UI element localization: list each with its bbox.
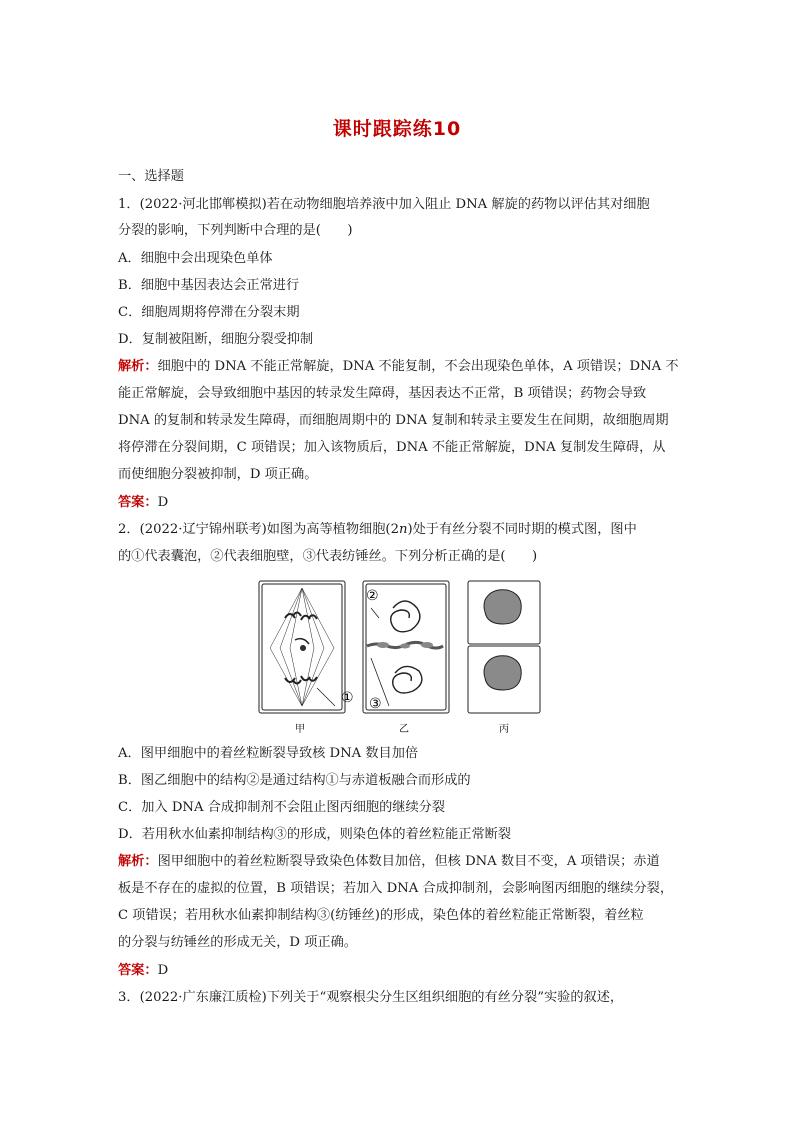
q2-answer-label: 答案：: [118, 963, 158, 978]
label-yi: 乙: [399, 724, 409, 735]
marker-3: ③: [369, 696, 382, 712]
q2-analysis-label: 解析：: [118, 854, 158, 869]
mitosis-figure: [255, 578, 545, 738]
page-title: 课时跟踪练10: [332, 118, 462, 140]
q1-option-a: A．细胞中会出现染色单体: [118, 251, 273, 266]
q2-stem-line1: 2．(2022·辽宁锦州联考)如图为高等植物细胞(2n)处于有丝分裂不同时期的模式图，图中: [118, 522, 637, 537]
q1-analysis-line4: 将停滞在分裂间期，C 项错误；加入该物质后，DNA 不能正常解旋，DNA 复制发生障碍，从: [118, 440, 666, 455]
q2-answer: 答案：D: [118, 963, 169, 978]
label-jia: 甲: [295, 724, 305, 735]
marker-2: ②: [366, 588, 379, 604]
q2-analysis-line4: 的分裂与纺锤丝的形成无关，D 项正确。: [118, 935, 357, 950]
q1-analysis-line1: 解析：细胞中的 DNA 不能正常解旋，DNA 不能复制，不会出现染色单体，A 项错误；DNA 不: [118, 359, 679, 374]
q1-stem-line1: 1．(2022·河北邯郸模拟)若在动物细胞培养液中加入阻止 DNA 解旋的药物以评估其对细胞: [118, 197, 650, 212]
q1-analysis-line5: 而使细胞分裂被抑制，D 项正确。: [118, 467, 318, 482]
cell-jia: [259, 581, 345, 713]
q2-analysis-line2: 板是不存在的虚拟的位置，B 项错误；若加入 DNA 合成抑制剂，会影响图丙细胞的继续分裂，: [118, 881, 674, 896]
mitosis-diagram: [255, 578, 545, 738]
q1-option-c: C．细胞周期将停滞在分裂末期: [118, 305, 300, 320]
q1-analysis-line2: 能正常解旋，会导致细胞中基因的转录发生障碍，基因表达不正常，B 项错误；药物会导致: [118, 386, 647, 401]
marker-1: ①: [341, 690, 354, 706]
q1-answer-label: 答案：: [118, 495, 158, 510]
q2-stem-line2: 的①代表囊泡，②代表细胞壁，③代表纺锤丝。下列分析正确的是( ): [118, 549, 538, 564]
q1-analysis-line3: DNA 的复制和转录发生障碍，而细胞周期中的 DNA 复制和转录主要发生在间期，故细胞周期: [118, 413, 669, 428]
q2-option-a: A．图甲细胞中的着丝粒断裂导致核 DNA 数目加倍: [118, 746, 419, 761]
cell-bing: [468, 581, 540, 713]
q2-analysis-line1: 解析：图甲细胞中的着丝粒断裂导致染色体数目加倍，但核 DNA 数目不变，A 项错误；赤道: [118, 854, 660, 869]
q2-option-c: C．加入 DNA 合成抑制剂不会阻止图丙细胞的继续分裂: [118, 800, 446, 815]
label-bing: 丙: [499, 724, 509, 735]
q1-option-b: B．细胞中基因表达会正常进行: [118, 278, 300, 293]
q3-stem-line1: 3．(2022·广东廉江质检)下列关于“观察根尖分生区组织细胞的有丝分裂”实验的叙述，: [118, 990, 624, 1005]
q1-option-d: D．复制被阻断，细胞分裂受抑制: [118, 332, 314, 347]
q2-option-d: D．若用秋水仙素抑制结构③的形成，则染色体的着丝粒能正常断裂: [118, 827, 512, 842]
q1-answer: 答案：D: [118, 495, 169, 510]
section-heading: 一、选择题: [118, 169, 184, 184]
q2-option-b: B．图乙细胞中的结构②是通过结构①与赤道板融合而形成的: [118, 773, 471, 788]
q1-analysis-label: 解析：: [118, 359, 158, 374]
q1-stem-line2: 分裂的影响，下列判断中合理的是( ): [118, 223, 353, 238]
q2-analysis-line3: C 项错误；若用秋水仙素抑制结构③(纺锤丝)的形成，染色体的着丝粒能正常断裂，着丝粒: [118, 908, 644, 923]
